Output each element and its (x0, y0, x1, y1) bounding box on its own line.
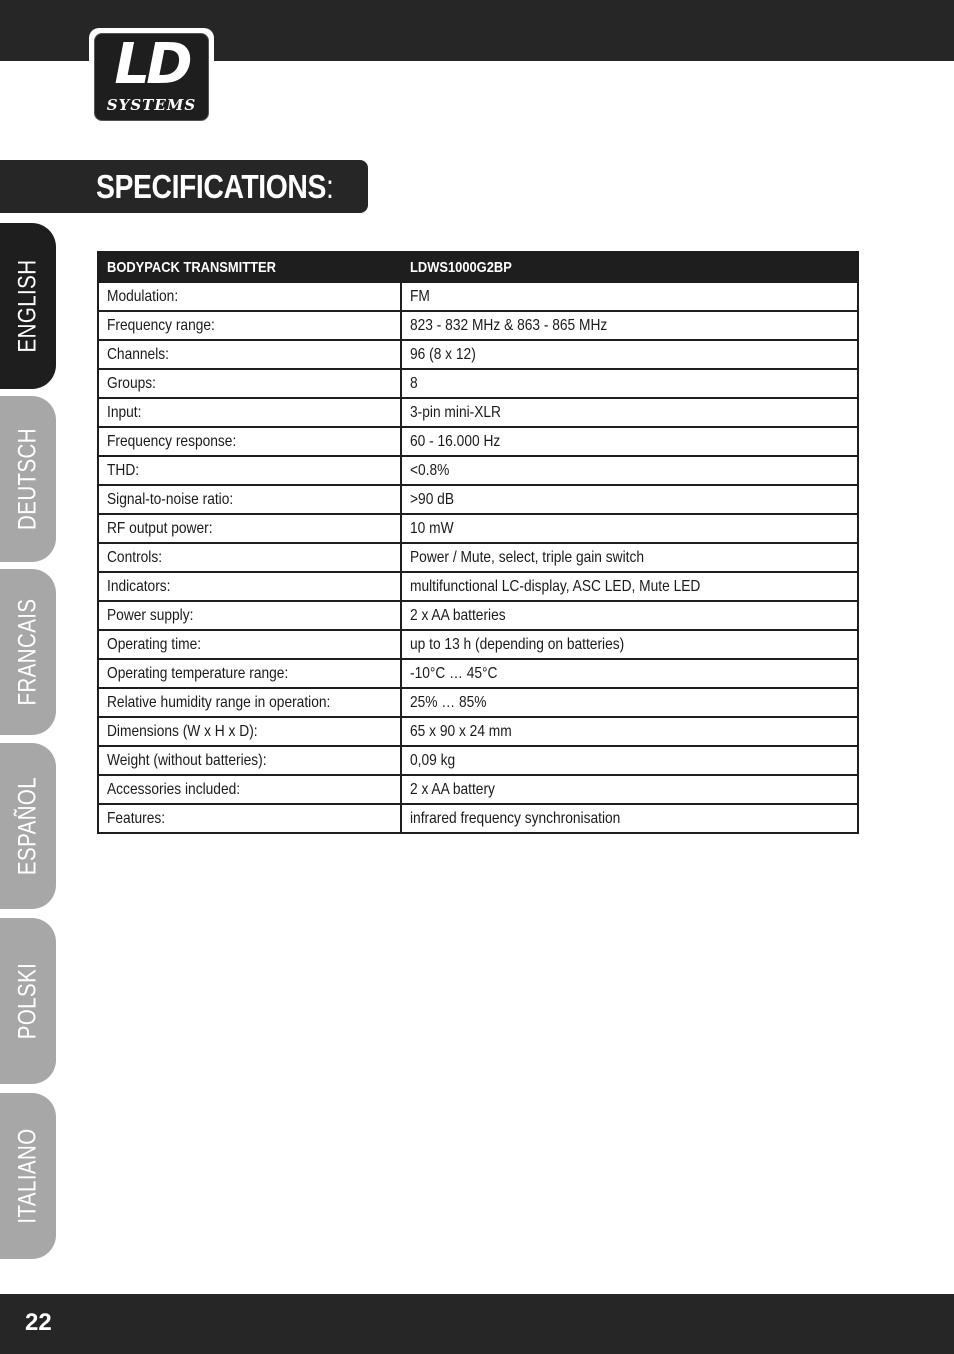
spec-value: infrared frequency synchronisation (401, 804, 858, 833)
table-row (98, 398, 858, 427)
page-title (96, 168, 333, 206)
spec-value: 65 x 90 x 24 mm (401, 717, 858, 746)
ld-systems-logo (89, 28, 214, 126)
tab-english[interactable] (0, 223, 56, 389)
page-title-text: SPECIFICATIONS (96, 168, 326, 205)
spec-value: 3-pin mini-XLR (401, 398, 858, 427)
spec-value: 10 mW (401, 514, 858, 543)
header-model: LDWS1000G2BP (401, 252, 858, 282)
spec-value: 60 - 16.000 Hz (401, 427, 858, 456)
spec-label: Channels: (98, 340, 401, 369)
spec-label: Input: (98, 398, 401, 427)
tab-polski-label: POLSKI (13, 962, 42, 1040)
spec-label: Relative humidity range in operation: (98, 688, 401, 717)
tab-italiano[interactable] (0, 1093, 56, 1259)
logo-mark: LD (114, 32, 189, 97)
table-row (98, 659, 858, 688)
logo-badge (94, 33, 209, 121)
spec-value: >90 dB (401, 485, 858, 514)
tab-deutsch-label: DEUTSCH (13, 428, 42, 530)
spec-label: Controls: (98, 543, 401, 572)
spec-label: Weight (without batteries): (98, 746, 401, 775)
table-row (98, 514, 858, 543)
tab-deutsch[interactable] (0, 396, 56, 562)
tab-espanol[interactable] (0, 743, 56, 909)
page-number: 22 (25, 1309, 52, 1336)
table-body (98, 282, 858, 833)
spec-label: Dimensions (W x H x D): (98, 717, 401, 746)
tab-espanol-label: ESPAÑOL (13, 776, 42, 876)
header-product: BODYPACK TRANSMITTER (98, 252, 401, 282)
table-row (98, 746, 858, 775)
spec-label: THD: (98, 456, 401, 485)
table-row (98, 601, 858, 630)
tab-italiano-label: ITALIANO (13, 1128, 42, 1224)
spec-label: Frequency response: (98, 427, 401, 456)
spec-label: Operating time: (98, 630, 401, 659)
spec-label: Frequency range: (98, 311, 401, 340)
table-row (98, 688, 858, 717)
table-row (98, 282, 858, 311)
table-row (98, 340, 858, 369)
spec-value: 2 x AA battery (401, 775, 858, 804)
spec-value: 8 (401, 369, 858, 398)
table-header-row (98, 252, 858, 282)
spec-value: multifunctional LC-display, ASC LED, Mute LED (401, 572, 858, 601)
table-row (98, 775, 858, 804)
spec-label: RF output power: (98, 514, 401, 543)
spec-label: Operating temperature range: (98, 659, 401, 688)
spec-label: Modulation: (98, 282, 401, 311)
table-row (98, 804, 858, 833)
spec-value: -10°C … 45°C (401, 659, 858, 688)
spec-label: Accessories included: (98, 775, 401, 804)
table-row (98, 717, 858, 746)
table-row (98, 572, 858, 601)
table-row (98, 427, 858, 456)
specifications-table (97, 251, 859, 834)
bottom-bar (0, 1294, 954, 1354)
logo-subtext: SYSTEMS (106, 96, 197, 114)
spec-label: Power supply: (98, 601, 401, 630)
table-row (98, 369, 858, 398)
spec-value: 25% … 85% (401, 688, 858, 717)
section-heading (0, 160, 368, 213)
table-row (98, 311, 858, 340)
spec-value: Power / Mute, select, triple gain switch (401, 543, 858, 572)
table-row (98, 485, 858, 514)
table-row (98, 456, 858, 485)
spec-value: 823 - 832 MHz & 863 - 865 MHz (401, 311, 858, 340)
spec-value: 96 (8 x 12) (401, 340, 858, 369)
table-row (98, 630, 858, 659)
tab-francais-label: FRANCAIS (13, 598, 42, 706)
table-row (98, 543, 858, 572)
tab-francais[interactable] (0, 569, 56, 735)
spec-value: FM (401, 282, 858, 311)
spec-value: 2 x AA batteries (401, 601, 858, 630)
tab-english-label: ENGLISH (13, 259, 42, 353)
spec-label: Groups: (98, 369, 401, 398)
page-title-colon: : (325, 168, 334, 205)
spec-label: Features: (98, 804, 401, 833)
tab-polski[interactable] (0, 918, 56, 1084)
spec-label: Indicators: (98, 572, 401, 601)
spec-value: up to 13 h (depending on batteries) (401, 630, 858, 659)
spec-value: <0.8% (401, 456, 858, 485)
spec-label: Signal-to-noise ratio: (98, 485, 401, 514)
spec-value: 0,09 kg (401, 746, 858, 775)
